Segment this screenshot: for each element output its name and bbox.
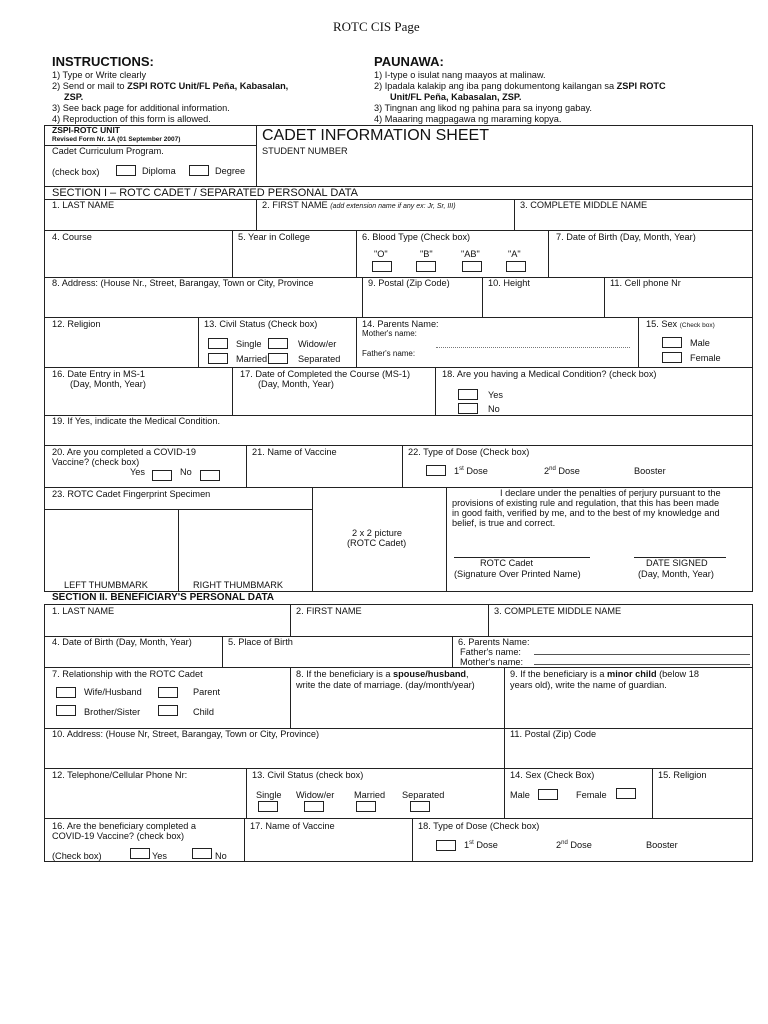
section-1-title: SECTION I – ROTC CADET / SEPARATED PERSONAL DATA: [52, 187, 359, 199]
declaration-text: I declare under the penalties of perjury pursuant to the: [500, 488, 721, 498]
instruction-line: 2) Send or mail to ZSPI ROTC Unit/FL Peña, Kabasalan,: [52, 81, 289, 91]
spouse-label: 8. If the beneficiary is a spouse/husband,: [296, 669, 469, 679]
ben-phone-label: 12. Telephone/Cellular Phone Nr:: [52, 770, 188, 780]
ben-dose-1-label: 1st Dose: [464, 840, 498, 851]
instruction-line: ZSP.: [64, 92, 84, 102]
ben-covid-no-checkbox[interactable]: [192, 848, 212, 859]
paunawa-line: 4) Maaaring magpagawa ng maraming kopya.: [374, 114, 562, 124]
instruction-line: 3) See back page for additional information.: [52, 103, 230, 113]
degree-label: Degree: [215, 166, 246, 176]
postal-label: 9. Postal (Zip Code): [368, 278, 450, 288]
widow-label: Widow/er: [298, 339, 337, 349]
relationship-label: 7. Relationship with the ROTC Cadet: [52, 669, 203, 679]
ben-female-checkbox[interactable]: [616, 788, 636, 799]
medical-yes-checkbox[interactable]: [458, 389, 478, 400]
course-label: 4. Course: [52, 232, 92, 242]
ben-covid-yes-label: Yes: [152, 851, 167, 861]
ben-female-label: Female: [576, 790, 607, 800]
ben-last-name-label: 1. LAST NAME: [52, 606, 115, 616]
paunawa-line: 2) Ipadala kalakip ang iba pang dokumentong kailangan sa ZSPI ROTC: [374, 81, 666, 91]
ben-mother-label: Mother's name:: [460, 657, 524, 667]
widow-checkbox[interactable]: [268, 338, 288, 349]
covid-no-label: No: [180, 467, 192, 477]
covid-label: 20. Are you completed a COVID-19: [52, 447, 197, 457]
ben-dose-1-checkbox[interactable]: [436, 840, 456, 851]
civil-status-label: 13. Civil Status (Check box): [204, 319, 318, 329]
covid-label-2: Vaccine? (check box): [52, 457, 140, 467]
diploma-checkbox[interactable]: [116, 165, 136, 176]
picture-label: 2 x 2 picture: [352, 528, 403, 538]
section-2-title: SECTION II. BENEFICIARY'S PERSONAL DATA: [52, 592, 275, 603]
ben-first-name-label: 2. FIRST NAME: [296, 606, 362, 616]
declaration-text: in good faith, verified by me, and to the best of my knowledge and: [452, 508, 720, 518]
blood-ab-checkbox[interactable]: [462, 261, 482, 272]
student-number-label: STUDENT NUMBER: [262, 146, 348, 156]
entry-date-format: (Day, Month, Year): [70, 379, 146, 389]
ben-dob-label: 4. Date of Birth (Day, Month, Year): [52, 637, 192, 647]
curriculum-label: Cadet Curriculum Program.: [52, 146, 164, 156]
ben-covid-no-label: No: [215, 851, 227, 861]
ben-postal-label: 11. Postal (Zip) Code: [510, 729, 597, 739]
ben-male-checkbox[interactable]: [538, 789, 558, 800]
ben-address-label: 10. Address: (House Nr, Street, Barangay, Town or City, Province): [52, 729, 320, 739]
paunawa-heading: PAUNAWA:: [374, 54, 444, 69]
ben-parents-label: 6. Parents Name:: [458, 637, 530, 647]
paunawa-line: 1) I-type o isulat nang maayos at malinaw.: [374, 70, 546, 80]
wife-husband-label: Wife/Husband: [84, 687, 142, 697]
blood-o-checkbox[interactable]: [372, 261, 392, 272]
single-label: Single: [236, 339, 262, 349]
fingerprint-label: 23. ROTC Cadet Fingerprint Specimen: [52, 489, 211, 499]
signature-sub-label: (Signature Over Printed Name): [454, 569, 581, 579]
ben-male-label: Male: [510, 790, 530, 800]
ben-covid-label: 16. Are the beneficiary completed a: [52, 821, 197, 831]
blood-a-label: "A": [508, 249, 521, 259]
paunawa-line: 3) Tingnan ang likod ng pahina para sa inyong gabay.: [374, 103, 592, 113]
date-signed-sub-label: (Day, Month, Year): [638, 569, 714, 579]
ben-check-box-note: (Check box): [52, 851, 102, 861]
child-checkbox[interactable]: [158, 705, 178, 716]
student-number-input[interactable]: [262, 158, 748, 184]
dose-2-label: 2nd Dose: [544, 466, 580, 477]
degree-checkbox[interactable]: [189, 165, 209, 176]
female-label: Female: [690, 353, 721, 363]
ben-sex-label: 14. Sex (Check Box): [510, 770, 595, 780]
wife-husband-checkbox[interactable]: [56, 687, 76, 698]
covid-yes-checkbox[interactable]: [152, 470, 172, 481]
medical-condition-label: 18. Are you having a Medical Condition? (check box): [442, 369, 657, 379]
separated-label: Separated: [298, 354, 341, 364]
address-label: 8. Address: (House Nr., Street, Barangay, Town or City, Province: [52, 278, 314, 288]
minor-label-2: years old), write the name of guardian.: [510, 680, 667, 690]
medical-condition-detail-label: 19. If Yes, indicate the Medical Condition.: [52, 416, 221, 426]
declaration-text: belief, is true and correct.: [452, 518, 556, 528]
ben-vaccine-label: 17. Name of Vaccine: [250, 821, 335, 831]
completed-date-label: 17. Date of Completed the Course (MS-1): [240, 369, 411, 379]
dose-1-checkbox[interactable]: [426, 465, 446, 476]
dose-type-label: 22. Type of Dose (Check box): [408, 447, 530, 457]
ben-booster-label: Booster: [646, 840, 678, 850]
medical-no-label: No: [488, 404, 500, 414]
vaccine-label: 21. Name of Vaccine: [252, 447, 337, 457]
first-name-label: 2. FIRST NAME (add extension name if any ex: Jr, Sr, III): [262, 200, 456, 210]
ben-widow-label: Widow/er: [296, 790, 335, 800]
blood-ab-label: "AB": [461, 249, 480, 259]
revised-form: Revised Form Nr. 1A (01 September 2007): [52, 136, 181, 143]
religion-label: 12. Religion: [52, 319, 101, 329]
male-label: Male: [690, 338, 710, 348]
sex-label: 15. Sex (Check box): [646, 319, 715, 329]
dob-label: 7. Date of Birth (Day, Month, Year): [556, 232, 696, 242]
form-title: CADET INFORMATION SHEET: [262, 127, 489, 144]
mother-label: Mother's name:: [362, 329, 417, 338]
sibling-checkbox[interactable]: [56, 705, 76, 716]
middle-name-label: 3. COMPLETE MIDDLE NAME: [520, 200, 648, 210]
covid-yes-label: Yes: [130, 467, 145, 477]
separated-checkbox[interactable]: [268, 353, 288, 364]
single-checkbox[interactable]: [208, 338, 228, 349]
year-label: 5. Year in College: [238, 232, 311, 242]
entry-date-label: 16. Date Entry in MS-1: [52, 369, 145, 379]
date-signed-label: DATE SIGNED: [646, 558, 708, 568]
height-label: 10. Height: [488, 278, 530, 288]
ben-dose-2-label: 2nd Dose: [556, 840, 592, 851]
declaration-text: provisions of existing rule and regulation, that this has been made: [452, 498, 720, 508]
blood-a-checkbox[interactable]: [506, 261, 526, 272]
child-label: Child: [193, 707, 214, 717]
picture-sub-label: (ROTC Cadet): [347, 538, 407, 548]
ben-separated-checkbox[interactable]: [410, 801, 430, 812]
ben-separated-label: Separated: [402, 790, 445, 800]
diploma-label: Diploma: [142, 166, 176, 176]
blood-type-label: 6. Blood Type (Check box): [362, 232, 471, 242]
instruction-line: 4) Reproduction of this form is allowed.: [52, 114, 211, 124]
check-box-note: (check box): [52, 167, 100, 177]
ben-married-label: Married: [354, 790, 386, 800]
left-thumbmark-label: LEFT THUMBMARK: [64, 580, 148, 590]
parent-checkbox[interactable]: [158, 687, 178, 698]
blood-o-label: "O": [374, 249, 388, 259]
unit-name: ZSPI-ROTC UNIT: [52, 125, 120, 135]
right-thumbmark-label: RIGHT THUMBMARK: [193, 580, 284, 590]
paunawa-line: Unit/FL Peña, Kabasalan, ZSP.: [390, 92, 522, 102]
dose-1-label: 1st Dose: [454, 466, 488, 477]
ben-father-label: Father's name:: [460, 647, 521, 657]
blood-b-checkbox[interactable]: [416, 261, 436, 272]
ben-religion-label: 15. Religion: [658, 770, 707, 780]
last-name-label: 1. LAST NAME: [52, 200, 115, 210]
ben-single-checkbox[interactable]: [258, 801, 278, 812]
ben-single-label: Single: [256, 790, 282, 800]
minor-label: 9. If the beneficiary is a minor child (below 18: [510, 669, 699, 679]
parent-label: Parent: [193, 687, 221, 697]
ben-covid-yes-checkbox[interactable]: [130, 848, 150, 859]
medical-yes-label: Yes: [488, 390, 503, 400]
ben-married-checkbox[interactable]: [356, 801, 376, 812]
ben-civil-status-label: 13. Civil Status (check box): [252, 770, 364, 780]
page-title: ROTC CIS Page: [333, 19, 420, 34]
female-checkbox[interactable]: [662, 352, 682, 363]
sibling-label: Brother/Sister: [84, 707, 141, 717]
married-label: Married: [236, 354, 268, 364]
father-label: Father's name:: [362, 349, 416, 358]
ben-widow-checkbox[interactable]: [304, 801, 324, 812]
ben-middle-name-label: 3. COMPLETE MIDDLE NAME: [494, 606, 622, 616]
blood-b-label: "B": [420, 249, 433, 259]
signature-label: ROTC Cadet: [480, 558, 534, 568]
cell-phone-label: 11. Cell phone Nr: [610, 278, 681, 288]
ben-dose-type-label: 18. Type of Dose (Check box): [418, 821, 540, 831]
married-checkbox[interactable]: [208, 353, 228, 364]
parents-label: 14. Parents Name:: [362, 319, 439, 329]
instruction-line: 1) Type or Write clearly: [52, 70, 147, 80]
male-checkbox[interactable]: [662, 337, 682, 348]
ben-covid-label-2: COVID-19 Vaccine? (check box): [52, 831, 185, 841]
ben-pob-label: 5. Place of Birth: [228, 637, 293, 647]
spouse-label-2: write the date of marriage. (day/month/year): [296, 680, 475, 690]
booster-label: Booster: [634, 466, 666, 476]
covid-no-checkbox[interactable]: [200, 470, 220, 481]
medical-no-checkbox[interactable]: [458, 403, 478, 414]
instructions-heading: INSTRUCTIONS:: [52, 54, 154, 69]
completed-date-format: (Day, Month, Year): [258, 379, 334, 389]
